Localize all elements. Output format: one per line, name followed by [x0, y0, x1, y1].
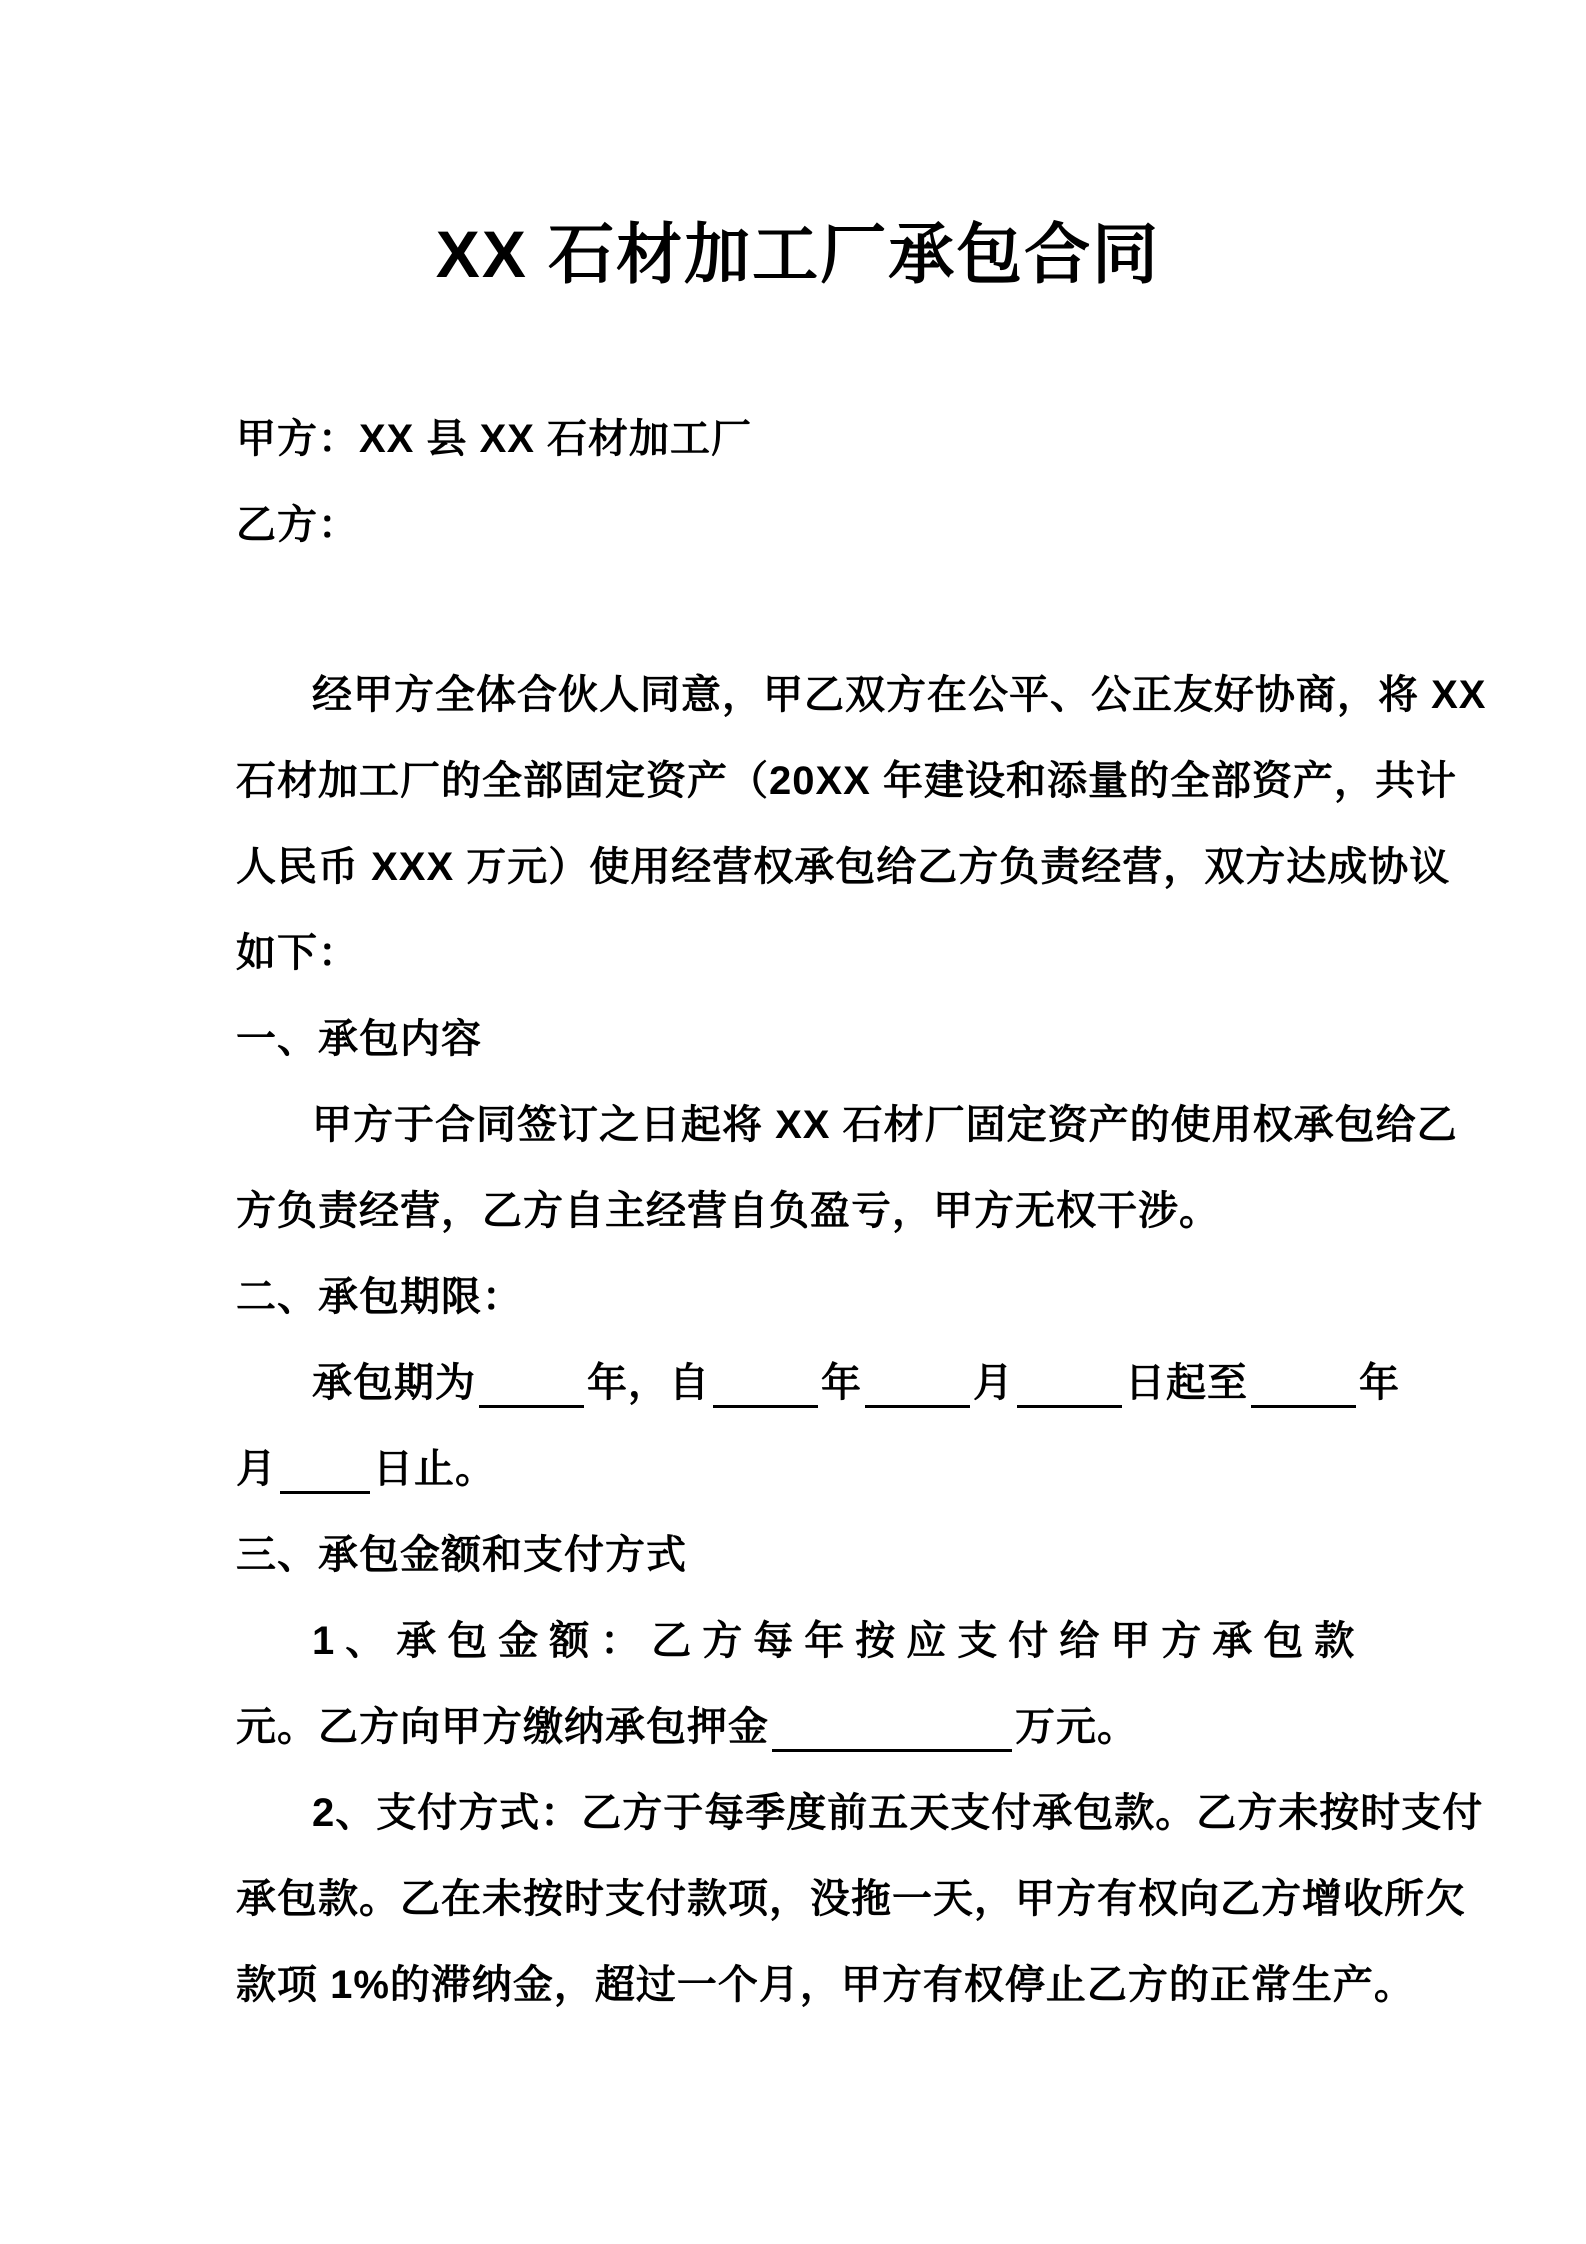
section-1-line-2: 方负责经营，乙方自主经营自负盈亏，甲方无权干涉。 [236, 1189, 1220, 1233]
term-text-year-from: 年，自 [587, 1361, 710, 1405]
deposit-text-after: 万元。 [1015, 1705, 1138, 1749]
deposit-amount-blank-underline [772, 1715, 1012, 1752]
section-3-item-2-line-2: 承包款。乙在未按时支付款项，没拖一天，甲方有权向乙方增收所欠 [236, 1877, 1466, 1921]
intro-line-3: 人民币 XXX 万元）使用经营权承包给乙方负责经营，双方达成协议 [236, 845, 1451, 889]
term-text-year: 年 [821, 1361, 862, 1405]
section-1-line-1: 甲方于合同签订之日起将 XX 石材厂固定资产的使用权承包给乙 [312, 1103, 1458, 1147]
section-3-item-1-line-2 [236, 1684, 1360, 1770]
term-text-month: 月 [973, 1361, 1014, 1405]
party-a-line: 甲方：XX 县 XX 石材加工厂 [236, 417, 753, 461]
deposit-text-before: 元。乙方向甲方缴纳承包押金 [236, 1705, 769, 1749]
term-line-1 [236, 1340, 1400, 1426]
end-day-blank-underline [280, 1457, 370, 1494]
start-month-blank-underline [865, 1371, 970, 1408]
section-2-heading: 二、承包期限： [236, 1275, 523, 1319]
intro-line-1: 经甲方全体合伙人同意，甲乙双方在公平、公正友好协商，将 XX [312, 673, 1487, 717]
term-text-end-month: 月 [236, 1447, 277, 1491]
section-3-item-2-line-1: 2、支付方式：乙方于每季度前五天支付承包款。乙方未按时支付 [312, 1791, 1484, 1835]
term-text-until: 日起至 [1125, 1361, 1248, 1405]
start-day-blank-underline [1017, 1371, 1122, 1408]
end-year-blank-underline [1251, 1371, 1356, 1408]
document-title: XX 石材加工厂承包合同 [435, 217, 1161, 291]
term-text-duration-label: 承包期为 [312, 1361, 476, 1405]
term-years-blank-underline [479, 1371, 584, 1408]
intro-line-4: 如下： [236, 931, 359, 975]
section-3-item-2-line-3: 款项 1%的滞纳金，超过一个月，甲方有权停止乙方的正常生产。 [236, 1963, 1415, 2007]
party-b-line: 乙方： [236, 503, 359, 547]
section-3-item-1-line-1: 1、承包金额：乙方每年按应支付给甲方承包款 [312, 1619, 1366, 1663]
start-year-blank-underline [713, 1371, 818, 1408]
contract-body [236, 652, 1487, 2028]
term-text-end-year: 年 [1359, 1361, 1400, 1405]
parties-block [236, 396, 1360, 568]
term-line-2 [236, 1426, 1360, 1512]
section-1-heading: 一、承包内容 [236, 1017, 482, 1061]
section-3-heading: 三、承包金额和支付方式 [236, 1533, 687, 1577]
term-text-end-label: 日止。 [373, 1447, 496, 1491]
intro-line-2: 石材加工厂的全部固定资产（20XX 年建设和添量的全部资产，共计 [236, 759, 1457, 803]
